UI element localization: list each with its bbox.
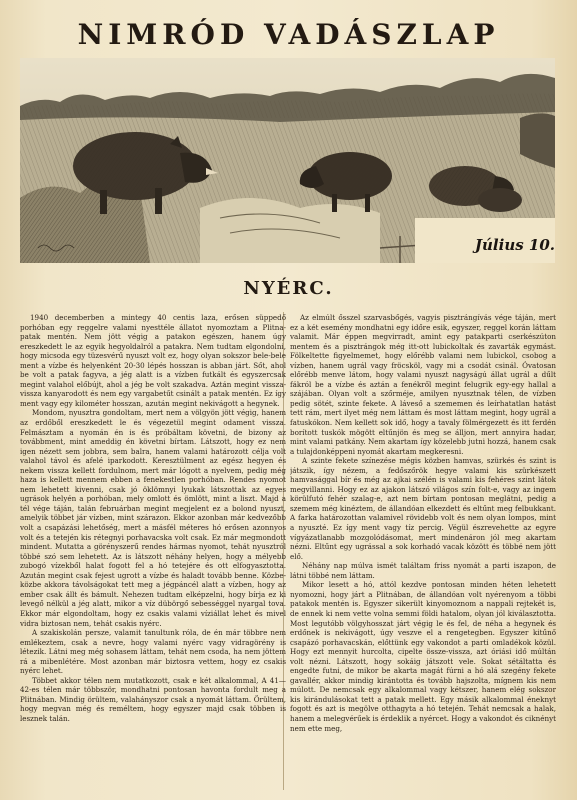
- paragraph: Többet akkor télen nem mutatkozott, csak e két alkalommal, A 41—42-es télen már többször, mondhatni pontosan havonta fordult meg a Plitnában. Mindig örültem, valahányszor csak a nyomát láttam. Örültem, hogy megvan még és reméltem, hogy egyszer majd csak többen is lesznek talán.: [20, 675, 286, 723]
- paragraph: 1940 decemberben a mintegy 40 centis laza, erősen süppedő porhóban egy reggelre valami nyesttéle állatot nyomoztam a Plitna-patak mentén. Nem jött végig a patakon egészen, hanem úgy ereszkedett le az egyik hegyoldalról a patakra. Nem tudtam elgondolni, hogy micsoda egy tüzesvérű nyuszt volt ez, hogy olyan sokszor bele-bele ment a vízbe és helyenként 20-30 lépés hosszan is abban járt. Sőt, ahol be volt a patak fagyva, a jég alatt is a vízben futkált és egyszercsak megint valahol előbújt, ahol a jég be volt szakadva. Aztán megint vissza-vissza kanyarodott és nem egy vargabetűt csinált a patak mentén. Ez így ment vagy egy kilométer hosszan, azután megint nekivágott a hegynek.: [20, 313, 286, 408]
- paragraph: Néhány nap múlva ismét találtam friss nyomát a parti iszapon, de látni többé nem láttam.: [290, 561, 556, 580]
- paragraph: Mondom, nyusztra gondoltam, mert nem a völgyön jött végig, hanem az erdőből ereszkedett le és végezetül megint odament vissza. Felmásztam a nyomán én is és próbáltam követni, de bizony az továbbment, mint ameddig én követni bírtam. Látszott, hogy ez nem igen nézett sem jobbra, sem balra, hanem valami határozott célja volt valahol távol és afelé iparkodott. Keresztülment az egész hegyen és nekem vissza kellett fordulnom, mert már lógott a nyelvem, pedig még haza is kellett mennem ebben a fenekestlen porhóban. Rendes nyomot nem lehetett kivenni, csak jó öklömnyi lyukak látszottak az egyes ugrások helyén a porhóban, mely omlott és ömlött, mint a liszt. Majd a tél vége táján, talán februárban megint megjelent ez a bolond nyuszt, amelyik többet jár vízben, mint szárazon. Ekkor azonban már kedvezőbb volt a csapázási lehetőség, mert a másfél méteres hó erősen azonnyos volt és a tetején kis rétegnyi porhavacska volt csak. Ez már megmondott mindent. Mutatta a görényszerű rendes hármas nyomot, tehát nyusztról többé szó sem lehetett. Az is látszott néhány helyen, hogy a mélyebb zubogó vízekből halat fogott fel a hó tetejére és ott elfogyasztotta. Azután megint csak fejest ugrott a vízbe és haladt tovább benne. Közbe-közbe akkora távolságokat tett meg a jégpáncél alatt a vízben, hogy az ember csak állt és bámult. Nehezen tudtam elképzelni, hogy bírja ez ki levegő nélkül a jég alatt, mikor a víz dübörgő sebességgel nyargal tova. Ekkor már elgondoltam, hogy ez csakis valami víziállat lehet és mivel vidra biztosan nem, tehát csakis nyérc.: [20, 408, 286, 628]
- boar-engraving: [20, 58, 555, 263]
- paragraph: Az elmúlt ősszel szarvasbőgés, vagyis pisztrángívás vége táján, mert ez a két esemény mondhatni egy időre esik, egyszer, reggel korán láttam valamit. Már éppen megvirradt, amint egy patakparti cserkészúton mentem és a pisztrángok még itt-ott lubickoltak és zavarták egymást. Fölkeltette figyelmemet, hogy előrébb valami nem lubickol, csobog a vízben, hanem ugrál vagy fröcsköl, vagy mi a csodát csinál. Óvatosan előrébb menve látom, hogy valami nyuszt nagyságú állat ugrál a dűlt fákról be a vízbe és aztán a fenékről megint felugrik egy-egy hallal a szájában. Olyan volt a szőrméje, amilyen nyusztnak télen, de vízben pedig sötét, szinte fekete. A láveső a szememen és leírhatatlan hatást tett rám, mert ilyet még nem láttam és most láttam megint, hogy ugrál a fatuskókon. Nem kellett sok idő, hogy a tavaly fölmérgezett és itt ferdén borított tuskók mögött eltűnjön és meg se álljon, mert annyira hadar, mint valami patkány. Nem akartam így közelebb jutni hozzá, hanem csak a tulajdonképpeni nyomát akartam megkeresni.: [290, 313, 556, 456]
- article-column-right: [290, 313, 556, 788]
- issue-date: Július 10.: [474, 236, 555, 254]
- paragraph: A szakiskolán persze, valamit tanultunk róla, de én már többre nem emlékeztem, csak a nevre, hogy valami nyérc vagy vidragörény is létezik. Látni meg még sohasem láttam, tehát nem csoda, ha nem jöttem rá a mibenlétére. Most azonban már biztosra vettem, hogy ez csakis nyérc lehet.: [20, 628, 286, 676]
- article-column-left: [20, 313, 286, 788]
- article-title: NYÉRC.: [243, 278, 334, 299]
- paragraph: A szinte fekete színezése mégis közben hamvas, szürkés és szint is játszik, így nézem, a fedőszőrök hegye valami kis szürkészett hamvasággal bír és még az ajkai szélén is valami kis fehéres szint látok megvillanni. Hogy ez az ajakon látszó világos szín folt-e, vagy az ingem körülfutó fehér szalag-e, azt nem bírtam pontosan meglátni, pedig a szemem még kinéztem, de állandóan elkezdett és eltűnt meg felbukkant. A farka határozottan valamivel rövidebb volt és nem olyan lompos, mint a nyuszté. Ez így ment vagy tíz percig. Végül észrevehette az egyre vígyázatlanabb mozgolódásomat, mert mindenáron jól meg akartam nézni. Eltűnt egy ugrással a sok korhadó vacak között és többé nem jött elő.: [290, 456, 556, 561]
- hero-illustration: [20, 58, 555, 263]
- masthead-title: NIMRÓD VADÁSZLAP: [77, 18, 500, 51]
- paragraph: Mikor lesett a hó, attól kezdve pontosan minden héten lehetett nyomozni, hogy járt a Plitnában, de állandóan volt nyérenyom a többi patakok mentén is. Egyszer sikerült kinyomoznom a nappali rejtekét is, de ennek ki nem vette volna semmi földi hatalom, olyan jól kiválasztotta. Most legutóbb völgyhosszat járt végig le és fel, de néha a hegynek és erdőnek is nekivágott, úgy veszve el a rengetegben. Egyszer kitűnő csapázó porhavacskán, előttünk egy vakondot a parti omladékok közül. Hogy ezt mennyit hurcolta, cipelte össze-vissza, azt óriási idő múltán volt nézni. Látszott, hogy sokáig játszott vele. Sokat sétáltatta és engedte futni, de mikor be akarta magát fúrni a hó alá szegény fekete gavallér, akkor mindig kirántotta és tovább hajszolta, mígnem kis nem múlott. De nemcsak egy alkalommal vagy kétszer, hanem elég sokszor kis kirándulásokat tett a patak mellett. Egy másik alkalommal éneknyt fogott és azt is megölve otthagyta a hó tetején. Tehát nemcsak a halak, hanem a melegvérűek is érdeklik a nyércet. Hogy a vakondot és ciknényt nem ette meg,: [290, 580, 556, 733]
